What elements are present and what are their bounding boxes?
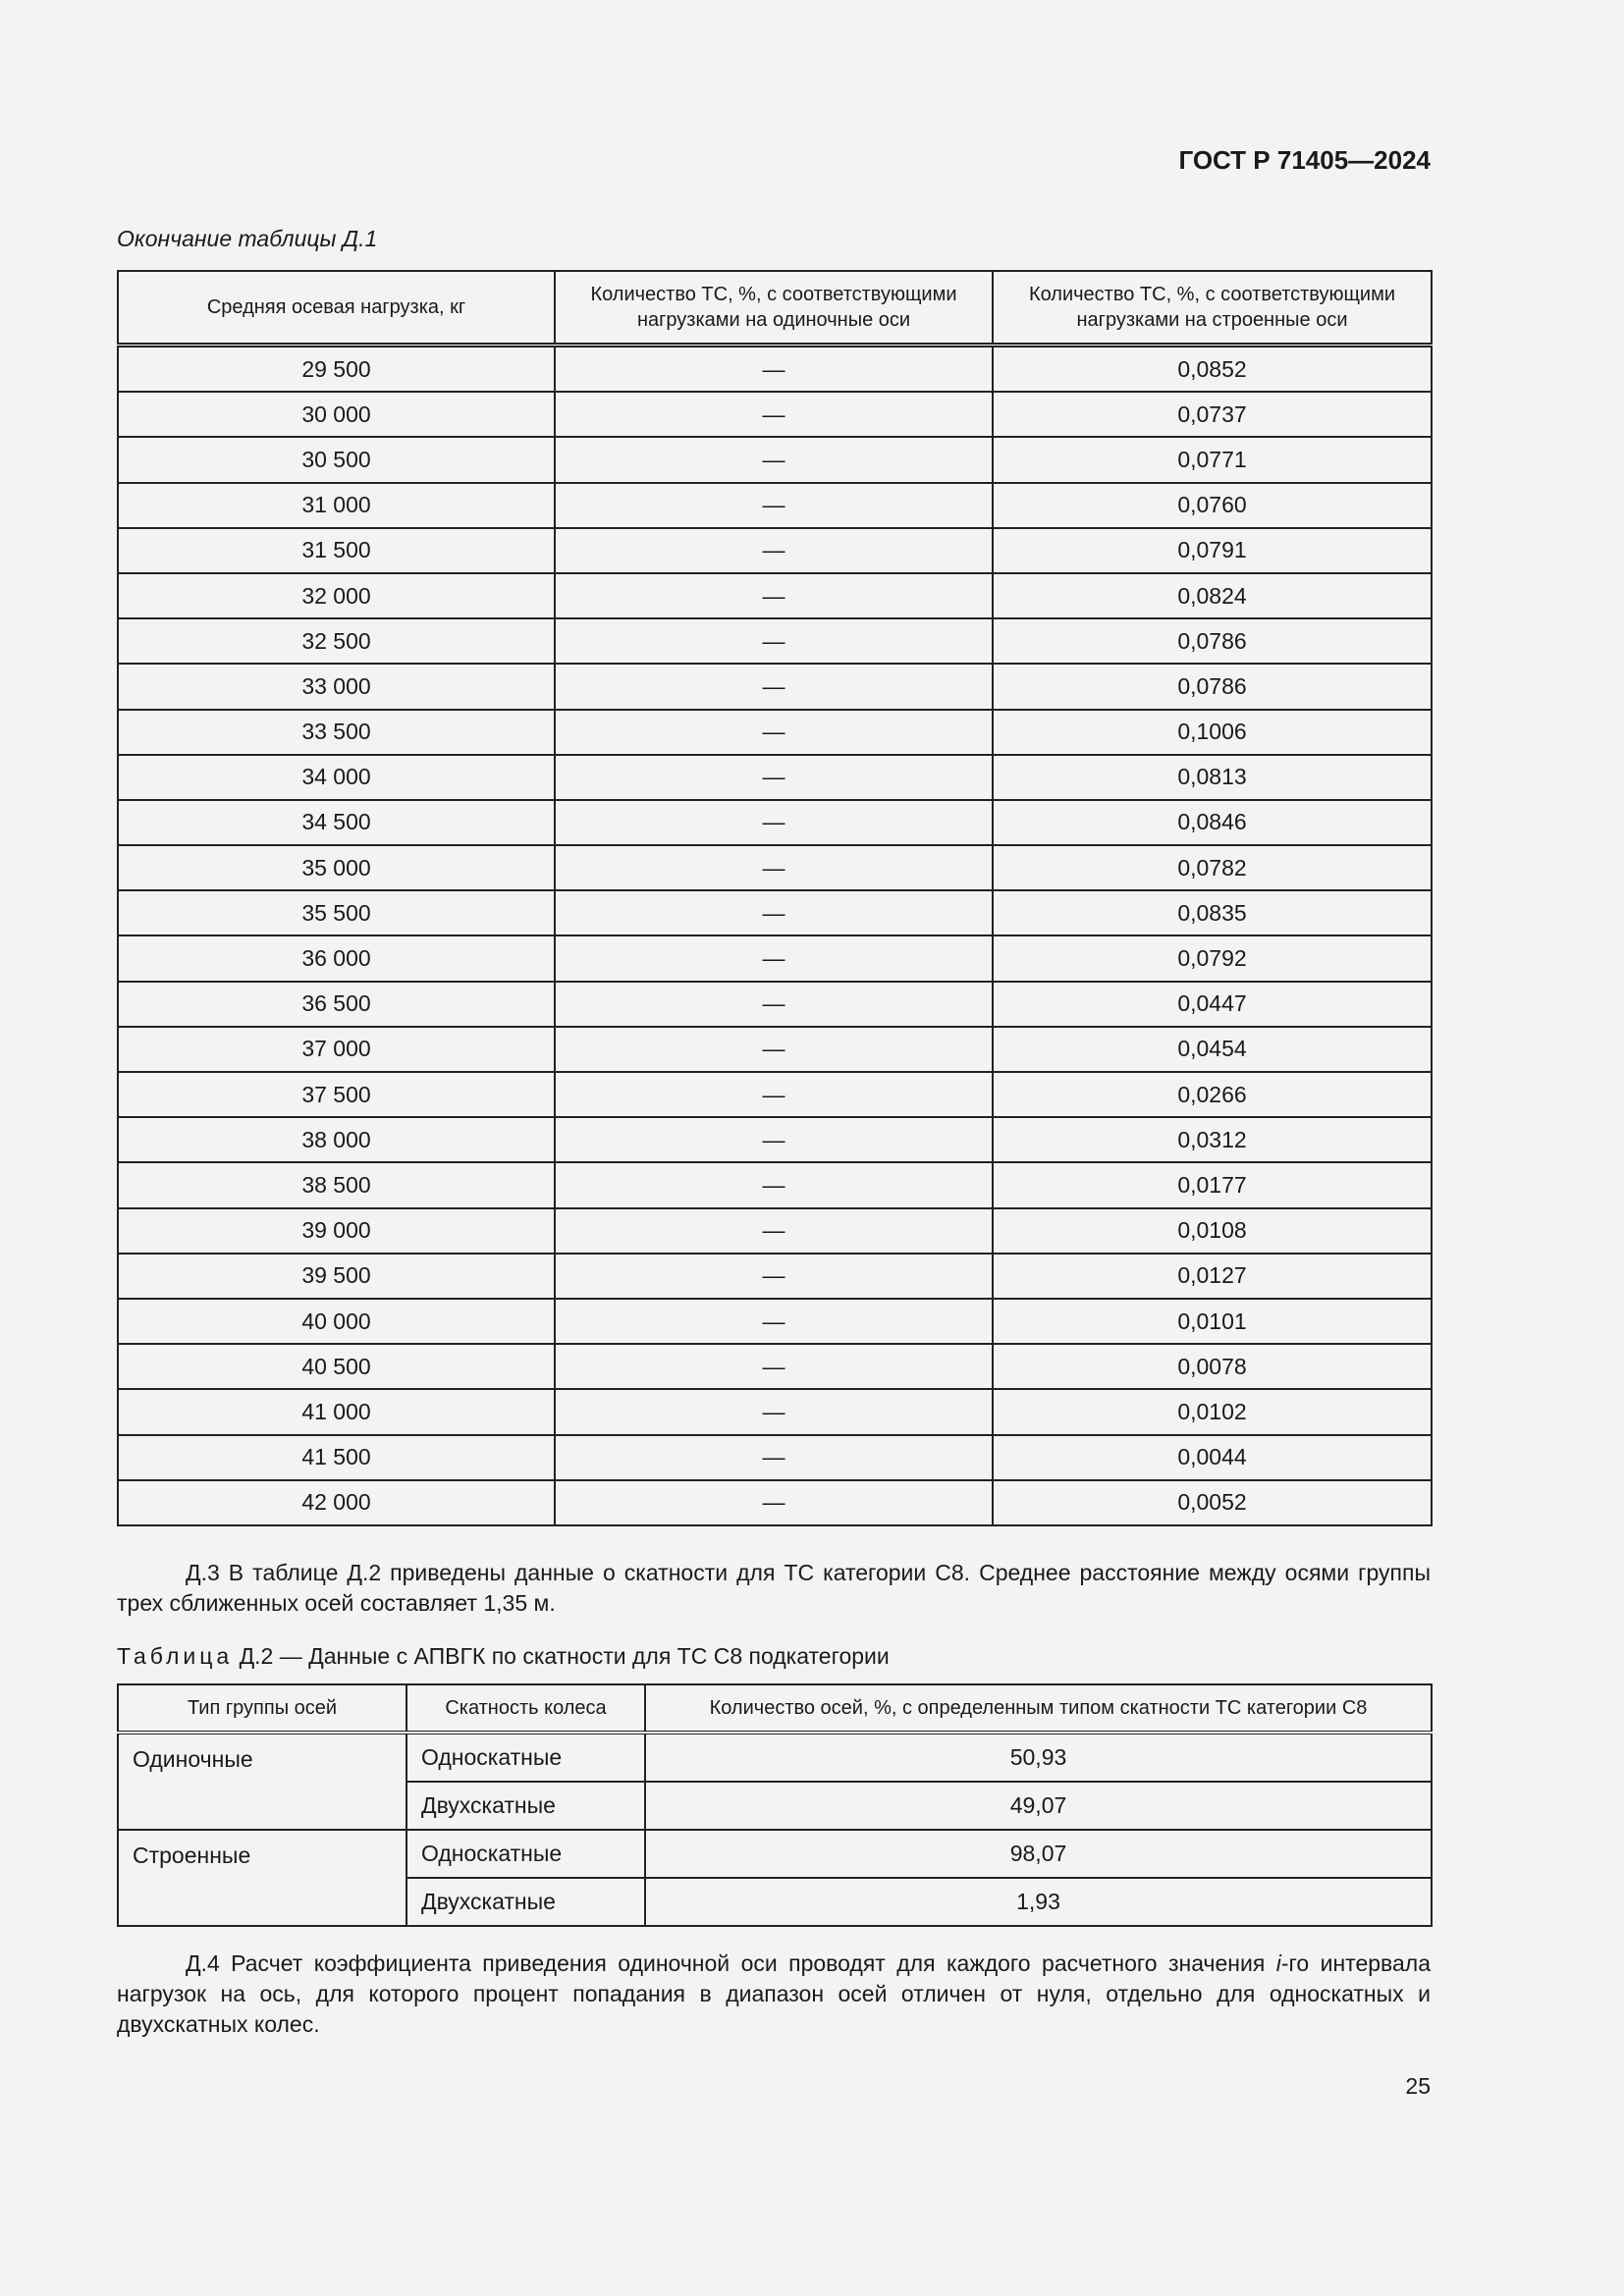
cell-axle-load: 29 500	[118, 346, 555, 393]
cell-triple-axles: 0,0078	[993, 1344, 1432, 1389]
cell-axle-load: 41 000	[118, 1389, 555, 1434]
table-row	[118, 1344, 1432, 1389]
table-header-row	[118, 1684, 1432, 1733]
table-row	[118, 618, 1432, 664]
cell-axle-load: 35 000	[118, 845, 555, 890]
table-row	[118, 1072, 1432, 1117]
paragraph-d3: Д.3 В таблице Д.2 приведены данные о скатности для ТС категории С8. Среднее расстояние между осями группы трех сближенных осей составляет 1,35 м.	[117, 1560, 1431, 1616]
cell-axle-load: 36 500	[118, 982, 555, 1027]
cell-axle-load: 33 000	[118, 664, 555, 709]
paragraph-d4-text-start: Д.4 Расчет коэффициента приведения одиночной оси проводят для каждого расчетного значения	[186, 1950, 1276, 1976]
cell-axle-share: 1,93	[645, 1878, 1432, 1926]
column-header-axle-share: Количество осей, %, с определенным типом скатности ТС категории С8	[645, 1684, 1432, 1733]
cell-wheel-type: Двухскатные	[406, 1782, 645, 1830]
cell-axle-load: 37 000	[118, 1027, 555, 1072]
cell-single-axles: —	[555, 1162, 993, 1207]
cell-axle-load: 41 500	[118, 1435, 555, 1480]
table-row	[118, 1117, 1432, 1162]
table-row	[118, 1208, 1432, 1254]
cell-triple-axles: 0,0102	[993, 1389, 1432, 1434]
table-caption-word: Таблица	[117, 1643, 234, 1669]
paragraph-d4-italic-variable: i	[1275, 1950, 1281, 1976]
table-row	[118, 1299, 1432, 1344]
cell-axle-load: 39 500	[118, 1254, 555, 1299]
cell-axle-load: 34 000	[118, 755, 555, 800]
table-row	[118, 1254, 1432, 1299]
cell-axle-load: 31 500	[118, 528, 555, 573]
cell-triple-axles: 0,0782	[993, 845, 1432, 890]
cell-triple-axles: 0,0835	[993, 890, 1432, 935]
cell-axle-load: 32 000	[118, 573, 555, 618]
cell-single-axles: —	[555, 845, 993, 890]
table-row	[118, 1027, 1432, 1072]
cell-axle-group: Одиночные	[118, 1733, 406, 1830]
table-row	[118, 437, 1432, 482]
table-row	[118, 800, 1432, 845]
cell-single-axles: —	[555, 528, 993, 573]
table-row	[118, 528, 1432, 573]
cell-axle-load: 36 000	[118, 935, 555, 981]
cell-axle-group: Строенные	[118, 1830, 406, 1926]
cell-single-axles: —	[555, 1072, 993, 1117]
cell-wheel-type: Односкатные	[406, 1830, 645, 1878]
cell-triple-axles: 0,0108	[993, 1208, 1432, 1254]
cell-single-axles: —	[555, 935, 993, 981]
cell-triple-axles: 0,0044	[993, 1435, 1432, 1480]
cell-triple-axles: 0,0786	[993, 664, 1432, 709]
page-number: 25	[1405, 2073, 1431, 2099]
cell-axle-load: 38 000	[118, 1117, 555, 1162]
column-header-axle-load: Средняя осевая нагрузка, кг	[118, 271, 555, 346]
cell-axle-load: 30 500	[118, 437, 555, 482]
cell-axle-load: 31 000	[118, 483, 555, 528]
cell-triple-axles: 0,0266	[993, 1072, 1432, 1117]
table-continuation-label: Окончание таблицы Д.1	[117, 226, 378, 251]
table-body	[118, 346, 1432, 1525]
cell-single-axles: —	[555, 1254, 993, 1299]
cell-triple-axles: 0,0846	[993, 800, 1432, 845]
table-row	[118, 346, 1432, 393]
cell-single-axles: —	[555, 800, 993, 845]
column-header-single-axles: Количество ТС, %, с соответствующими нагрузками на одиночные оси	[555, 271, 993, 346]
cell-triple-axles: 0,0786	[993, 618, 1432, 664]
cell-single-axles: —	[555, 437, 993, 482]
cell-triple-axles: 0,0177	[993, 1162, 1432, 1207]
cell-single-axles: —	[555, 982, 993, 1027]
cell-triple-axles: 0,0852	[993, 346, 1432, 393]
document-header: ГОСТ Р 71405—2024	[1178, 145, 1431, 175]
cell-triple-axles: 0,1006	[993, 710, 1432, 755]
table-body	[118, 1733, 1432, 1926]
cell-triple-axles: 0,0454	[993, 1027, 1432, 1072]
cell-single-axles: —	[555, 1299, 993, 1344]
column-header-triple-axles: Количество ТС, %, с соответствующими нагрузками на строенные оси	[993, 271, 1432, 346]
table-row	[118, 1733, 1432, 1782]
cell-single-axles: —	[555, 618, 993, 664]
cell-axle-load: 37 500	[118, 1072, 555, 1117]
cell-triple-axles: 0,0052	[993, 1480, 1432, 1525]
cell-axle-load: 33 500	[118, 710, 555, 755]
cell-single-axles: —	[555, 755, 993, 800]
cell-axle-load: 30 000	[118, 392, 555, 437]
table-caption-title: Д.2 — Данные с АПВГК по скатности для ТС С8 подкатегории	[233, 1643, 890, 1669]
cell-triple-axles: 0,0824	[993, 573, 1432, 618]
table-row	[118, 1162, 1432, 1207]
column-header-axle-group: Тип группы осей	[118, 1684, 406, 1733]
cell-triple-axles: 0,0760	[993, 483, 1432, 528]
table-row	[118, 755, 1432, 800]
table-row	[118, 573, 1432, 618]
cell-axle-share: 50,93	[645, 1733, 1432, 1782]
table-header-row	[118, 271, 1432, 346]
table-row	[118, 1435, 1432, 1480]
column-header-wheel-type: Скатность колеса	[406, 1684, 645, 1733]
cell-single-axles: —	[555, 573, 993, 618]
cell-triple-axles: 0,0791	[993, 528, 1432, 573]
table-row	[118, 392, 1432, 437]
table-row	[118, 982, 1432, 1027]
cell-axle-share: 98,07	[645, 1830, 1432, 1878]
cell-triple-axles: 0,0813	[993, 755, 1432, 800]
table-row	[118, 1389, 1432, 1434]
paragraph-d4	[117, 1949, 1431, 2040]
cell-single-axles: —	[555, 1344, 993, 1389]
wheel-type-table	[117, 1683, 1433, 1927]
cell-axle-load: 32 500	[118, 618, 555, 664]
cell-single-axles: —	[555, 1389, 993, 1434]
cell-triple-axles: 0,0447	[993, 982, 1432, 1027]
cell-triple-axles: 0,0771	[993, 437, 1432, 482]
cell-axle-load: 40 500	[118, 1344, 555, 1389]
cell-axle-load: 39 000	[118, 1208, 555, 1254]
cell-single-axles: —	[555, 710, 993, 755]
table-row	[118, 845, 1432, 890]
cell-triple-axles: 0,0101	[993, 1299, 1432, 1344]
axle-load-table	[117, 270, 1433, 1526]
cell-single-axles: —	[555, 664, 993, 709]
cell-single-axles: —	[555, 392, 993, 437]
table-row	[118, 483, 1432, 528]
cell-single-axles: —	[555, 1208, 993, 1254]
table-caption	[117, 1643, 890, 1670]
cell-triple-axles: 0,0792	[993, 935, 1432, 981]
cell-triple-axles: 0,0737	[993, 392, 1432, 437]
table-row	[118, 664, 1432, 709]
cell-single-axles: —	[555, 890, 993, 935]
cell-axle-load: 42 000	[118, 1480, 555, 1525]
table-row	[118, 1830, 1432, 1878]
cell-triple-axles: 0,0312	[993, 1117, 1432, 1162]
cell-axle-load: 40 000	[118, 1299, 555, 1344]
cell-single-axles: —	[555, 483, 993, 528]
cell-single-axles: —	[555, 346, 993, 393]
cell-single-axles: —	[555, 1027, 993, 1072]
cell-wheel-type: Двухскатные	[406, 1878, 645, 1926]
cell-axle-load: 38 500	[118, 1162, 555, 1207]
table-row	[118, 935, 1432, 981]
table-row	[118, 710, 1432, 755]
cell-axle-share: 49,07	[645, 1782, 1432, 1830]
cell-triple-axles: 0,0127	[993, 1254, 1432, 1299]
cell-axle-load: 35 500	[118, 890, 555, 935]
cell-wheel-type: Односкатные	[406, 1733, 645, 1782]
table-row	[118, 1480, 1432, 1525]
cell-single-axles: —	[555, 1480, 993, 1525]
cell-axle-load: 34 500	[118, 800, 555, 845]
table-row	[118, 890, 1432, 935]
cell-single-axles: —	[555, 1435, 993, 1480]
cell-single-axles: —	[555, 1117, 993, 1162]
paragraph-d4-text-end: -го интервала нагрузок на ось, для которого процент попадания в диапазон осей отличен от нуля, отдельно для односкатных и двухскатных колес.	[117, 1950, 1431, 2037]
